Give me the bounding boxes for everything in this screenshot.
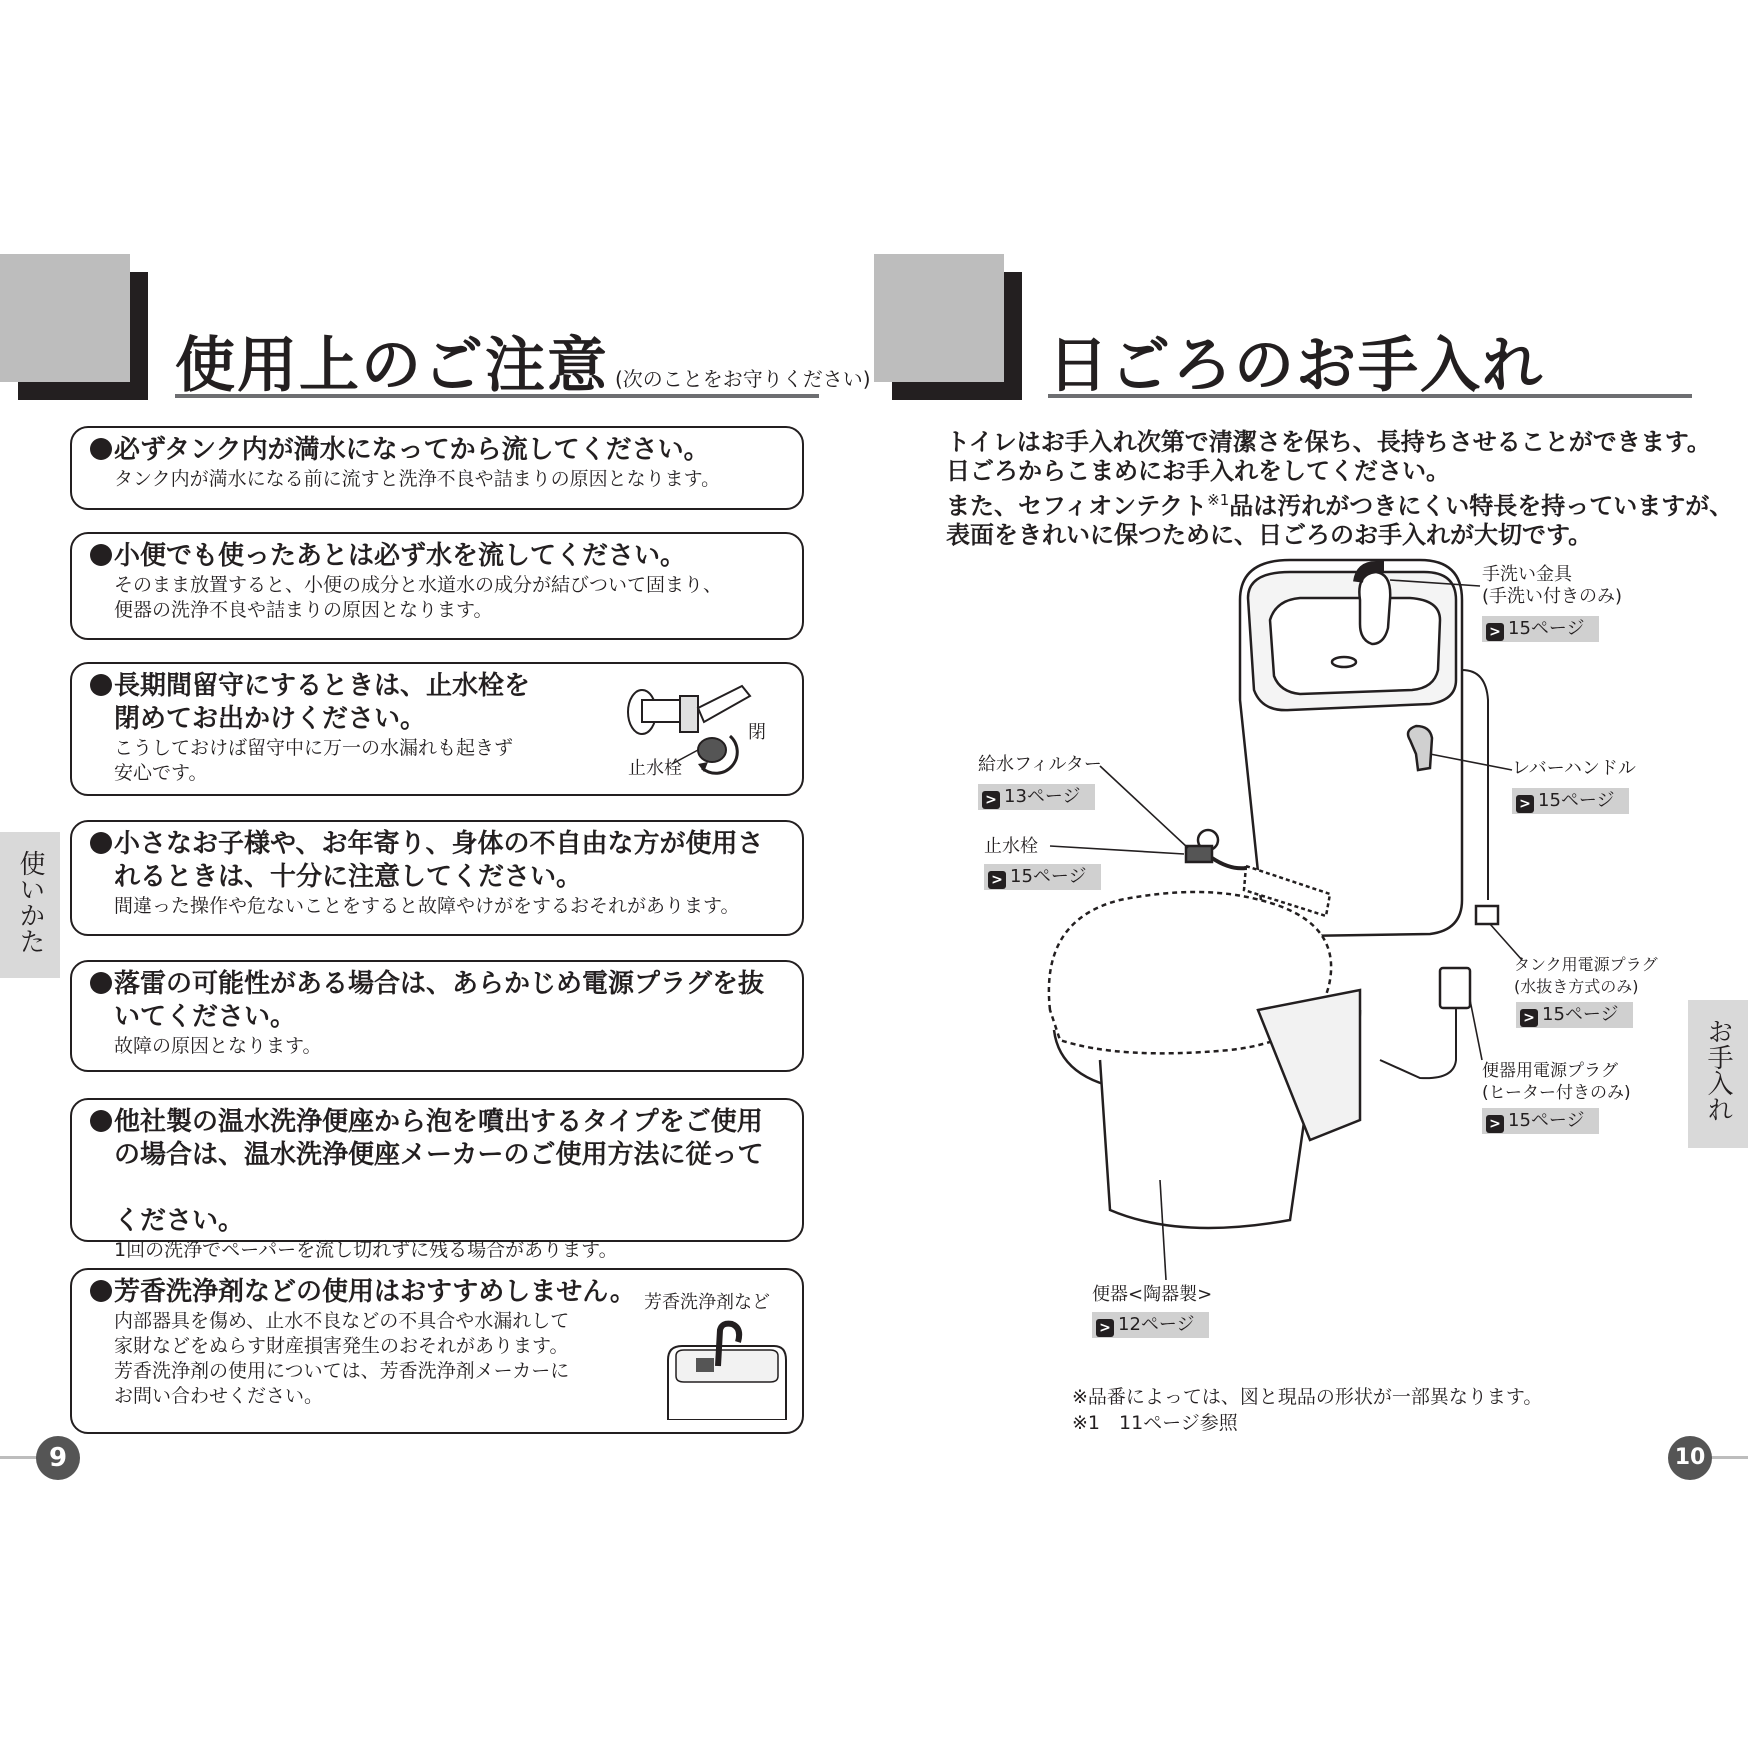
arrow-icon: >: [988, 871, 1006, 889]
bowl-label: 便器<陶器製>: [1092, 1284, 1213, 1305]
bowl-plug-page-ref[interactable]: > 15ページ: [1482, 1108, 1599, 1134]
caution-body: 故障の原因となります。: [114, 1035, 322, 1057]
arrow-icon: >: [1486, 1115, 1504, 1133]
faucet-page-ref[interactable]: > 15ページ: [1482, 616, 1599, 642]
caution-body: こうしておけば留守中に万一の水漏れも起きず 安心です。: [114, 737, 514, 784]
caution-body: 内部器具を傷め、止水不良などの不具合や水漏れして 家財などをぬらす財産損害発生のおそれがあります。 芳香洗浄剤の使用については、芳香洗浄剤メーカーに お問い合わせください。: [114, 1310, 570, 1407]
bowl-page-ref[interactable]: > 12ページ: [1092, 1312, 1209, 1338]
caution-body: そのまま放置すると、小便の成分と水道水の成分が結びついて固まり、 便器の洗浄不良や詰まりの原因となります。: [114, 574, 723, 621]
valve-label: 止水栓: [984, 836, 1038, 857]
tank-plug-label: タンク用電源プラグ (水抜き方式のみ): [1514, 955, 1658, 996]
lever-page-ref[interactable]: > 15ページ: [1512, 788, 1629, 814]
caution-body: タンク内が満水になる前に流すと洗浄不良や詰まりの原因となります。: [114, 468, 721, 490]
caution-head: 必ずタンク内が満水になってから流してください。: [90, 434, 786, 467]
arrow-icon: >: [982, 791, 1000, 809]
caution-body: 間違った操作や危ないことをすると故障やけがをするおそれがあります。: [114, 895, 740, 917]
caution-head: 小便でも使ったあとは必ず水を流してください。: [90, 540, 786, 573]
right-page-line: [1706, 1456, 1748, 1459]
caution-head: 他社製の温水洗浄便座から泡を噴出するタイプをご使用 の場合は、温水洗浄便座メーカーのご使用方法に従って ください。: [90, 1106, 786, 1238]
tank-plug-page-ref[interactable]: > 15ページ: [1516, 1002, 1633, 1028]
left-page-number: 9: [36, 1436, 80, 1480]
left-page-title: 使用上のご注意: [175, 331, 609, 401]
faucet-label: 手洗い金具 (手洗い付きのみ): [1482, 564, 1623, 607]
bowl-plug-label: 便器用電源プラグ (ヒーター付きのみ): [1482, 1061, 1631, 1103]
arrow-icon: >: [1096, 1319, 1114, 1337]
arrow-icon: >: [1486, 623, 1504, 641]
valve-label: 止水栓: [628, 758, 682, 779]
caution-head: 芳香洗浄剤などの使用はおすすめしません。: [90, 1276, 786, 1309]
right-page-title: 日ごろのお手入れ: [1048, 331, 1544, 401]
caution-head: 落雷の可能性がある場合は、あらかじめ電源プラグを抜 いてください。: [90, 968, 786, 1034]
close-label: 閉: [748, 722, 766, 743]
left-side-tab-label: 使いかた: [15, 850, 45, 954]
lever-label: レバーハンドル: [1512, 758, 1636, 779]
arrow-icon: >: [1520, 1009, 1538, 1027]
filter-page-ref[interactable]: > 13ページ: [978, 784, 1095, 810]
left-page-title-sub: (次のことをお守りください): [615, 367, 871, 391]
caution-head: 小さなお子様や、お年寄り、身体の不自由な方が使用さ れるときは、十分に注意してください。: [90, 828, 786, 894]
right-side-tab-label: お手入れ: [1703, 1018, 1733, 1122]
fragrance-caption: 芳香洗浄剤など: [644, 1292, 770, 1313]
arrow-icon: >: [1516, 795, 1534, 813]
caution-body: 1回の洗浄でペーパーを流し切れずに残る場合があります。: [114, 1239, 618, 1261]
right-side-tab: [1688, 1000, 1748, 1148]
right-page-number: 10: [1668, 1436, 1712, 1480]
caution-head: 長期間留守にするときは、止水栓を 閉めてお出かけください。: [90, 670, 786, 736]
intro-text: トイレはお手入れ次第で清潔さを保ち、長持ちさせることができます。 日ごろからこまめにお手入れをしてください。 また、セフィオンテクト$^{※1}$品は汚れがつきにくい特長を持っていますが、 表面をきれいに保つために、日ごろのお手入れが大切です。: [946, 428, 1734, 549]
valve-page-ref[interactable]: > 15ページ: [984, 864, 1101, 890]
filter-label: 給水フィルター: [978, 754, 1102, 775]
footnote: ※品番によっては、図と現品の形状が一部異なります。 ※1 11ページ参照: [1072, 1386, 1543, 1434]
